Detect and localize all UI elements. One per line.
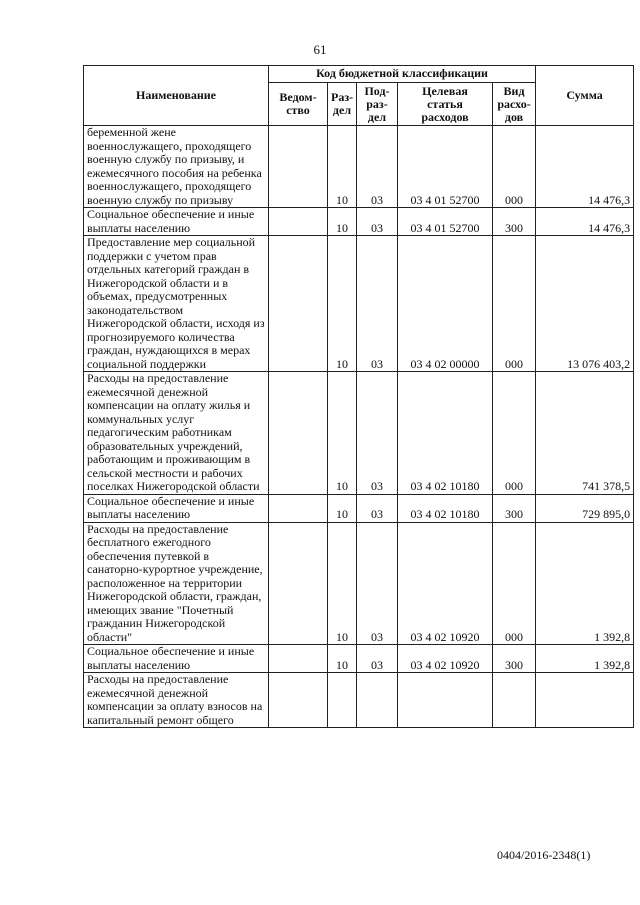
table-row xyxy=(84,208,634,236)
row-podrazdel: 03 xyxy=(357,236,398,372)
row-podrazdel xyxy=(357,673,398,728)
table-row xyxy=(84,494,634,522)
row-sum: 14 476,3 xyxy=(536,126,634,208)
row-vid: 000 xyxy=(493,126,536,208)
table-row xyxy=(84,645,634,673)
header-sum: Сумма xyxy=(536,66,634,126)
row-name: Социальное обеспечение и иные выплаты населению xyxy=(84,208,269,236)
row-ved xyxy=(269,645,328,673)
header-razdel: Раз- дел xyxy=(328,83,357,126)
header-target: Целевая статья расходов xyxy=(398,83,493,126)
table-row xyxy=(84,372,634,495)
row-name: Социальное обеспечение и иные выплаты населению xyxy=(84,645,269,673)
header-code-group: Код бюджетной классификации xyxy=(269,66,536,83)
row-target: 03 4 02 00000 xyxy=(398,236,493,372)
row-ved xyxy=(269,673,328,728)
budget-table xyxy=(83,65,634,728)
row-razdel: 10 xyxy=(328,522,357,645)
row-vid: 000 xyxy=(493,236,536,372)
row-ved xyxy=(269,208,328,236)
row-target: 03 4 02 10180 xyxy=(398,372,493,495)
row-vid: 000 xyxy=(493,522,536,645)
row-name: Социальное обеспечение и иные выплаты населению xyxy=(84,494,269,522)
row-name: Расходы на предоставление ежемесячной денежной компенсации на оплату жилья и коммунальных услуг педагогическим работникам образовательных учреждений, работающим и проживающим в сельской местности и рабочих поселках Нижегородской области xyxy=(84,372,269,495)
header-name: Наименование xyxy=(84,66,269,126)
row-ved xyxy=(269,372,328,495)
row-vid xyxy=(493,673,536,728)
row-name: Расходы на предоставление бесплатного ежегодного обеспечения путевкой в санаторно-курортное учреждение, расположенное на территории Нижегородской области, граждан, имеющих звание "Почетный гражданин Нижегородской области" xyxy=(84,522,269,645)
row-razdel: 10 xyxy=(328,494,357,522)
row-razdel: 10 xyxy=(328,126,357,208)
row-name: беременной жене военнослужащего, проходящего военную службу по призыву, и ежемесячного пособия на ребенка военнослужащего, проходящего военную службу по призыву xyxy=(84,126,269,208)
row-sum: 1 392,8 xyxy=(536,522,634,645)
row-name: Расходы на предоставление ежемесячной денежной компенсации за оплату взносов на капитальный ремонт общего xyxy=(84,673,269,728)
header-podrazdel: Под- раз- дел xyxy=(357,83,398,126)
row-razdel: 10 xyxy=(328,645,357,673)
document-code: 0404/2016-2348(1) xyxy=(497,848,591,862)
row-razdel: 10 xyxy=(328,236,357,372)
row-ved xyxy=(269,494,328,522)
table-row xyxy=(84,673,634,728)
header-vid: Вид расхо- дов xyxy=(493,83,536,126)
row-sum: 741 378,5 xyxy=(536,372,634,495)
header-vedomstvo: Ведом- ство xyxy=(269,83,328,126)
row-podrazdel: 03 xyxy=(357,126,398,208)
row-podrazdel: 03 xyxy=(357,208,398,236)
row-vid: 000 xyxy=(493,372,536,495)
row-razdel: 10 xyxy=(328,208,357,236)
row-podrazdel: 03 xyxy=(357,372,398,495)
row-ved xyxy=(269,126,328,208)
row-ved xyxy=(269,236,328,372)
header-row-top xyxy=(84,66,634,83)
page-number: 61 xyxy=(313,42,327,57)
row-target: 03 4 02 10920 xyxy=(398,522,493,645)
table-row xyxy=(84,126,634,208)
row-sum: 13 076 403,2 xyxy=(536,236,634,372)
row-target: 03 4 02 10180 xyxy=(398,494,493,522)
row-target: 03 4 01 52700 xyxy=(398,126,493,208)
row-sum: 1 392,8 xyxy=(536,645,634,673)
row-razdel: 10 xyxy=(328,372,357,495)
row-target: 03 4 02 10920 xyxy=(398,645,493,673)
row-target: 03 4 01 52700 xyxy=(398,208,493,236)
table-row xyxy=(84,236,634,372)
row-sum: 729 895,0 xyxy=(536,494,634,522)
row-vid: 300 xyxy=(493,494,536,522)
table-row xyxy=(84,522,634,645)
row-razdel xyxy=(328,673,357,728)
row-ved xyxy=(269,522,328,645)
row-podrazdel: 03 xyxy=(357,494,398,522)
row-sum xyxy=(536,673,634,728)
row-target xyxy=(398,673,493,728)
row-name: Предоставление мер социальной поддержки с учетом прав отдельных категорий граждан в Нижегородской области и в объемах, предусмотренных законодательством Нижегородской области, исходя из прогнозируемого количества граждан, нуждающихся в мерах социальной поддержки xyxy=(84,236,269,372)
row-vid: 300 xyxy=(493,645,536,673)
row-podrazdel: 03 xyxy=(357,645,398,673)
row-sum: 14 476,3 xyxy=(536,208,634,236)
row-vid: 300 xyxy=(493,208,536,236)
row-podrazdel: 03 xyxy=(357,522,398,645)
